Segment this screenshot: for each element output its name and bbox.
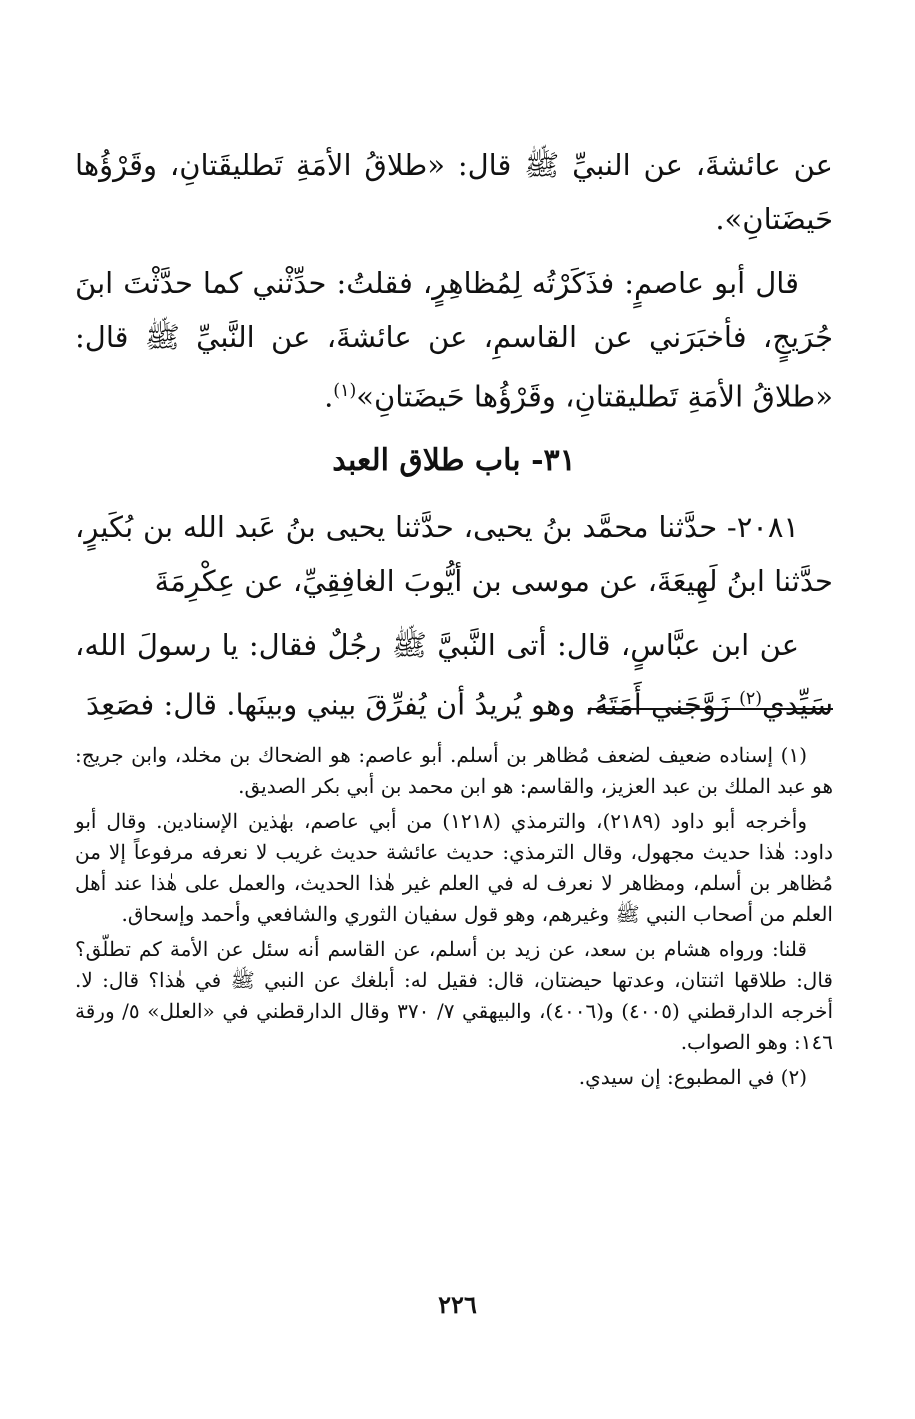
paragraph-3-end: زَوَّجَني أَمَتَهُ، وهو يُريدُ أن يُفرِّقَ بيني وبينَها. قال: فصَعِدَ [86, 687, 730, 722]
footnotes [75, 740, 833, 1097]
paragraph-2-text: قال أبو عاصمٍ: فذَكَرْتُه لِمُظاهِرٍ، فقلتُ: حدِّثْني كما حدَّثْتَ ابنَ جُرَيجٍ، فأخبَرَني عن القاسمِ، عن عائشةَ، عن النَّبيِّ ﷺ قال: «طلاقُ الأمَةِ تَطليقتانِ، وقَرْؤُها حَيضَتانِ» [75, 266, 833, 414]
paragraph-3-text: عن ابن عبَّاسٍ، قال: أتى النَّبيَّ ﷺ رجُلٌ فقال: يا رسولَ الله، سَيِّدي [75, 627, 833, 722]
footnote-ref-2: (٢) [739, 688, 763, 709]
hadith-isnad: ٢٠٨١- حدَّثنا محمَّد بنُ يحيى، حدَّثنا يحيى بنُ عَبد الله بن بُكَيرٍ، حدَّثنا ابنُ لَهِيعَةَ، عن موسى بن أيُّوبَ الغافِقِيِّ، عن عِكْرِمَةَ [75, 509, 833, 598]
footnote-1-part-2: وأخرجه أبو داود (٢١٨٩)، والترمذي (١٢١٨) من أبي عاصم، بهٰذين الإسنادين. وقال أبو داود: هٰذا حديث مجهول، وقال الترمذي: حديث عائشة حديث غريب لا نعرفه مرفوعاً إلا من مُظاهر بن أسلم، ومظاهر لا نعرف له في العلم غير هٰذا الحديث، والعمل على هٰذا عند أهل العلم من أصحاب النبي ﷺ وغيرهم، وهو قول سفيان الثوري والشافعي وأحمد وإسحاق. [75, 809, 833, 926]
paragraph-1: عن عائشةَ، عن النبيِّ ﷺ قال: «طلاقُ الأمَةِ تَطليقَتانِ، وقَرْؤُها حَيضَتانِ». [75, 148, 833, 236]
paragraph-2 [75, 256, 833, 424]
main-text [75, 138, 833, 741]
footnote-1-part-3: قلنا: ورواه هشام بن سعد، عن زيد بن أسلم، عن القاسم أنه سئل عن الأمة كم تطلّق؟ قال: طلاقها اثنتان، وعدتها حيضتان، قال: فقيل له: أبلغك عن النبي ﷺ في هٰذا؟ قال: لا. أخرجه الدارقطني (٤٠٠٥) و(٤٠٠٦)، والبيهقي ٧/ ٣٧٠ وقال الدارقطني في «العلل» ٥/ ورقة ١٤٦: وهو الصواب. [75, 937, 834, 1054]
footnote-ref-1: (١) [333, 381, 357, 401]
footnote-2: (٢) في المطبوع: إن سيدي. [578, 1065, 807, 1089]
paragraph-2-end: . [324, 379, 334, 414]
paragraph-3 [75, 618, 833, 732]
footnote-1: (١) إسناده ضعيف لضعف مُظاهر بن أسلم. أبو عاصم: هو الضحاك بن مخلد، وابن جريج: هو عبد الملك بن عبد العزيز، والقاسم: هو ابن محمد بن أبي بكر الصديق. [75, 743, 833, 798]
chapter-heading: ٣١- باب طلاق العبد [332, 442, 576, 478]
page-number: ٢٢٦ [438, 1290, 477, 1319]
footnote-divider [588, 708, 833, 710]
